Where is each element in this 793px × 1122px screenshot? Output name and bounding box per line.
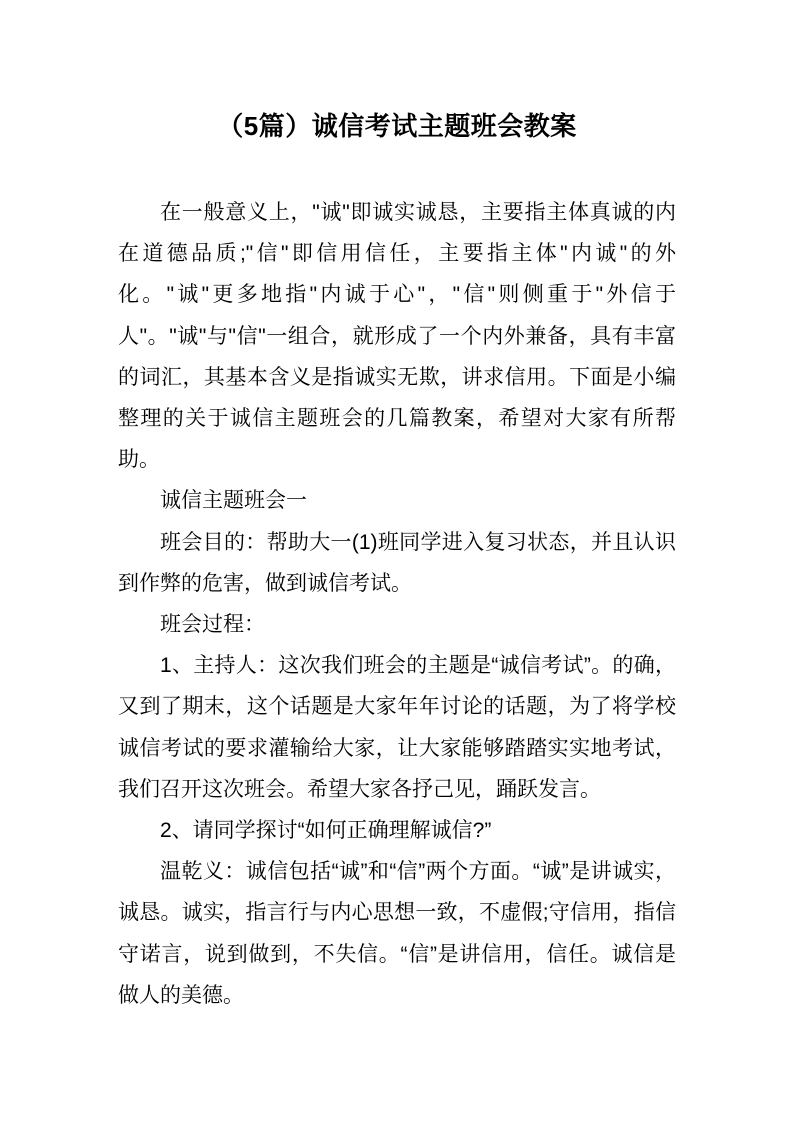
paragraph-meeting-purpose: 班会目的：帮助大一(1)班同学进入复习状态，并且认识到作弊的危害，做到诚信考试。 [118,530,676,595]
paragraph-meeting-process-heading: 班会过程： [160,613,265,637]
paragraph-intro: 在一般意义上，"诚"即诚实诚恳，主要指主体真诚的内在道德品质;"信"即信用信任，主要指主体"内诚"的外化。"诚"更多地指"内诚于心"，"信"则侧重于"外信于人"。"诚"与"信"一组合，就形成了一个内外兼备，具有丰富的词汇，其基本含义是指诚实无欺，讲求信用。下面是小编整理的关于诚信主题班会的几篇教案，希望对大家有所帮助。 [118,201,676,472]
document-text-block [118,104,676,1016]
paragraph-item-2: 2、请同学探讨“如何正确理解诚信?” [160,819,492,843]
paragraph-section-heading-1: 诚信主题班会一 [160,489,307,513]
page-title: （5篇）诚信考试主题班会教案 [217,111,577,141]
paragraph-speaker-wenqianyi: 温乾义：诚信包括“诚”和“信”两个方面。“诚”是讲诚实，诚恳。诚实，指言行与内心思想一致，不虚假;守信用，指信守诺言，说到做到，不失信。“信”是讲信用，信任。诚信是做人的美德。 [118,860,676,1007]
paragraph-item-1: 1、主持人：这次我们班会的主题是“诚信考试”。的确，又到了期末，这个话题是大家年年讨论的话题，为了将学校诚信考试的要求灌输给大家，让大家能够踏踏实实地考试，我们召开这次班会。希望大家各抒己见，踊跃发言。 [118,654,676,801]
